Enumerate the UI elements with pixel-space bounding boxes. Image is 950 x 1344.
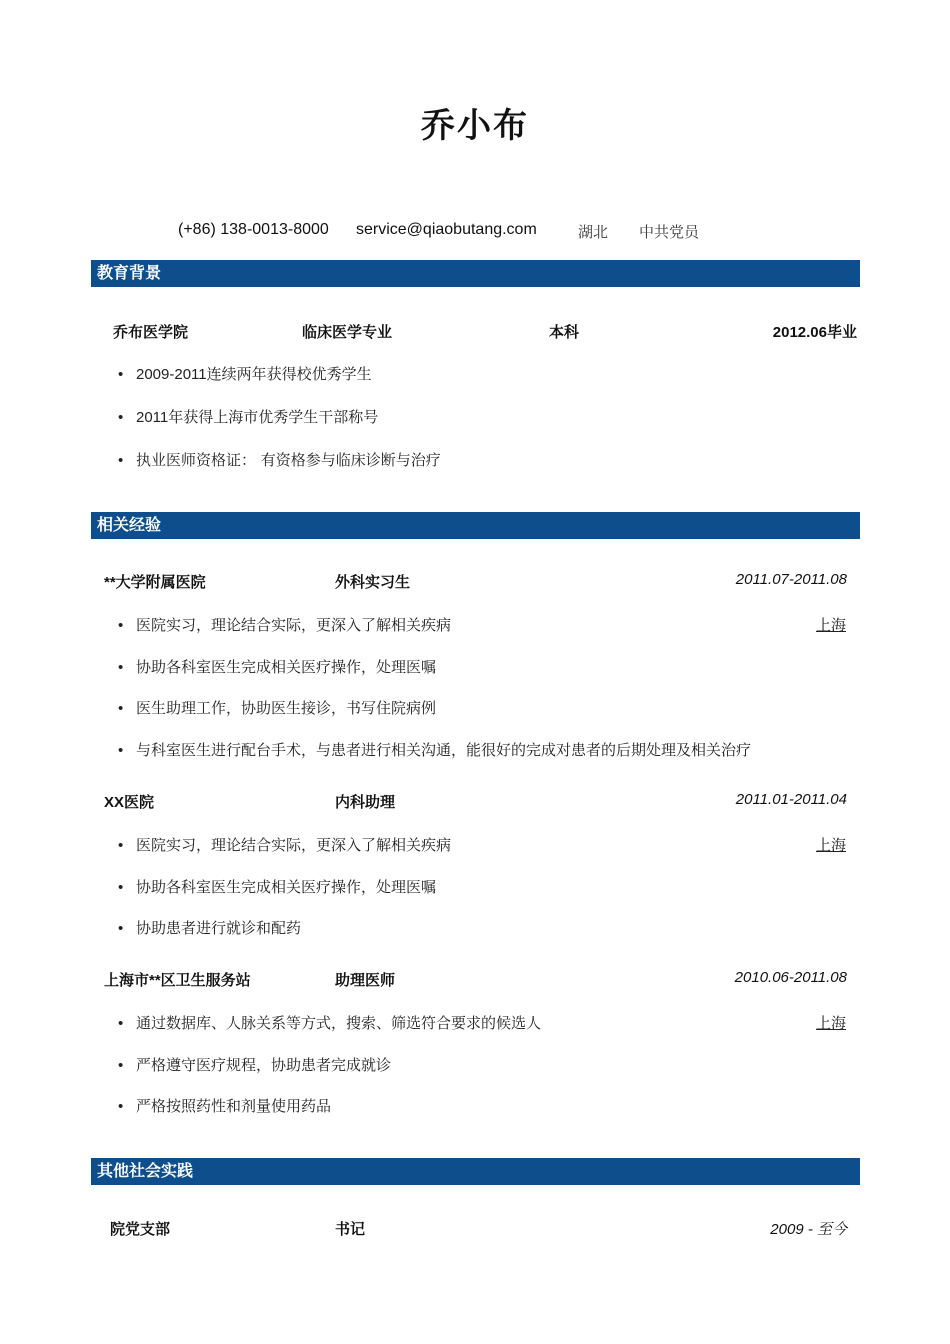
list-item: • 执业医师资格证： 有资格参与临床诊断与治疗 (118, 451, 441, 469)
phone-number: (+86) 138-0013-8000 (178, 221, 329, 238)
job-role: 内科助理 (335, 794, 396, 811)
list-item: • 医院实习，理论结合实际，更深入了解相关疾病 (118, 836, 452, 854)
email-address[interactable]: service@qiaobutang.com (356, 221, 537, 238)
social-role: 书记 (335, 1221, 366, 1238)
list-item: • 医生助理工作，协助医生接诊，书写住院病例 (118, 699, 437, 717)
list-item: • 协助患者进行就诊和配药 (118, 919, 302, 937)
list-item: • 协助各科室医生完成相关医疗操作，处理医嘱 (118, 658, 437, 676)
school-name: 乔布医学院 (113, 324, 189, 341)
education-row (0, 321, 950, 343)
list-item: • 医院实习，理论结合实际，更深入了解相关疾病 (118, 616, 452, 634)
social-row (0, 1218, 950, 1240)
list-item: • 协助各科室医生完成相关医疗操作，处理医嘱 (118, 878, 437, 896)
location: 湖北 (578, 223, 609, 241)
job-role: 助理医师 (335, 972, 396, 989)
list-item: • 2009-2011连续两年获得校优秀学生 (118, 366, 372, 383)
job-organization: XX医院 (104, 794, 155, 811)
job-row (0, 571, 950, 593)
list-item: • 通过数据库、人脉关系等方式，搜索、筛选符合要求的候选人 (118, 1014, 542, 1032)
major: 临床医学专业 (302, 324, 393, 341)
job-role: 外科实习生 (335, 574, 411, 591)
section-header-education: 教育背景 (91, 260, 860, 287)
job-row (0, 791, 950, 813)
job-location: 上海 (815, 616, 846, 634)
social-organization: 院党支部 (110, 1221, 171, 1238)
list-item: • 严格遵守医疗规程，协助患者完成就诊 (118, 1056, 392, 1074)
graduation-date: 2012.06毕业 (772, 324, 857, 341)
job-date: 2011.01-2011.04 (735, 791, 847, 808)
section-header-social: 其他社会实践 (91, 1158, 860, 1185)
job-organization: **大学附属医院 (104, 574, 206, 591)
list-item: • 严格按照药性和剂量使用药品 (118, 1097, 332, 1115)
social-date: 2009 - 至今 (770, 1221, 847, 1238)
job-row (0, 969, 950, 991)
section-header-experience: 相关经验 (91, 512, 860, 539)
job-date: 2010.06-2011.08 (734, 969, 847, 986)
job-location: 上海 (815, 1014, 846, 1032)
candidate-name: 乔小布 (421, 107, 529, 145)
job-organization: 上海市**区卫生服务站 (104, 972, 251, 989)
list-item: • 与科室医生进行配台手术，与患者进行相关沟通，能很好的完成对患者的后期处理及相关治疗 (118, 741, 752, 759)
political-status: 中共党员 (639, 223, 700, 241)
list-item: • 2011年获得上海市优秀学生干部称号 (118, 409, 379, 426)
job-location: 上海 (815, 836, 846, 854)
degree: 本科 (549, 324, 580, 341)
job-date: 2011.07-2011.08 (735, 571, 847, 588)
